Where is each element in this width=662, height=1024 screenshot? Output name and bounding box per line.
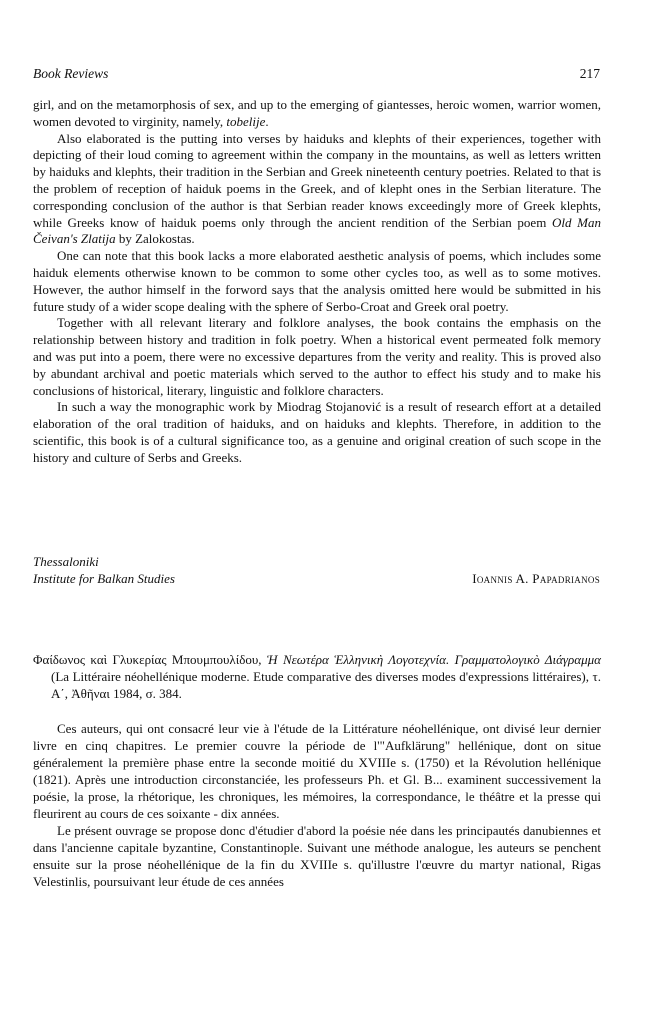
paragraph-1-text: girl, and on the metamorphosis of sex, and up to the emerging of giantesses, heroic women, warrior women, women devoted to virginity, namely, [33, 97, 601, 129]
page-number: 217 [579, 66, 600, 81]
signature-institution: Institute for Balkan Studies [33, 571, 175, 586]
poem-title: Old Man Čeivan's Zlatija [33, 214, 601, 247]
review-2 [33, 651, 601, 890]
citation-title: Ἡ Νεωτέρα Ἑλληνικὴ Λογοτεχνία. Γραμματολογικὸ Διάγραμμα [266, 652, 601, 667]
paragraph-2-end: by Zalokostas. [115, 231, 195, 247]
review-1-body [33, 97, 601, 467]
review-2-paragraph-1: Ces auteurs, qui ont consacré leur vie à l'étude de la Littérature néohellénique, ont divisé leur dernier livre en cinq chapitres. Le premier couvre la période de l'"Aufklärung" hellénique, dont on situe généralement la première phase entre la seconde moitié du XVIIIe s. (1750) et la Révolution hellénique (1821). Après une introduction circonstanciée, les professeurs Ph. et Gl. B... examinent successivement la poésie, la prose, la rhétorique, les chroniques, les mémoires, la correspondance, le théâtre et la presse qui fleurirent au cours de ces soixante - dix années. [33, 721, 601, 821]
paragraph-2-text: Also elaborated is the putting into verses by haiduks and klephts of their experiences, together with depicting of their loud coming to agreement within the company in the mountains, as well as letters written by haiduks and klephts, their tradition in the Serbian and Greek nineteenth century poetries. Related to that is the problem of reception of haiduk poems in the Greek, and of klepht ones in the Serbian literature. The corresponding conclusion of the author is that Serbian reader knows exceedingly more of Greek klephts, while Greeks know of haiduk poems only through the ancient rendition of the Serbian poem [33, 130, 601, 230]
review-2-paragraph-2: Le présent ouvrage se propose donc d'étudier d'abord la poésie née dans les principautés danubiennes et dans l'ancienne capitale byzantine, Constantinople. Suivant une méthode analogue, les auteurs se penchent ensuite sur la prose néohellénique de la fin du XVIIIe s. qu'illustre l'œuvre du martyr national, Rigas Velestinlis, poursuivant leur étude de ces années [33, 823, 601, 889]
paragraph-3: One can note that this book lacks a more elaborated aesthetic analysis of poems, which includes some haiduk elements otherwise known to be common to some other cycles too, as well as to some motives. However, the author himself in the forword says that the analysis omitted here would be submitted in his future study of a wider scope dealing with the sphere of Serbo-Croat and Greek oral poetry. [33, 248, 601, 314]
signature-place: Thessaloniki [33, 554, 99, 569]
paragraph-1 [33, 97, 601, 131]
review-2-body [33, 720, 601, 890]
paragraph-5: In such a way the monographic work by Miodrag Stojanović is a result of research effort at a detailed elaboration of the oral tradition of haiduks, and on haiduks and klephts. Therefore, in addition to the scientific, this book is of a cultural significance too, as a genuine and original creation of such scope in the history and culture of Serbs and Greeks. [33, 399, 601, 465]
section-title: Book Reviews [33, 66, 109, 81]
signature-author: Ioannis A. Papadrianos [472, 571, 600, 586]
paragraph-1-end: . [265, 113, 269, 129]
citation-details: (La Littéraire néohellénique moderne. Etude comparative des diverses modes d'expressions littéraires), τ. Α΄, Ἀθῆναι 1984, σ. 384. [51, 669, 601, 701]
term-tobelije: tobelije [226, 113, 266, 129]
citation-authors: Φαίδωνος καὶ Γλυκερίας Μπουμπουλίδου, [33, 652, 267, 667]
paragraph-2 [33, 131, 601, 249]
reviewer-signature [33, 553, 600, 587]
paragraph-4: Together with all relevant literary and folklore analyses, the book contains the emphasis on the relationship between history and tradition in folk poetry. When a historical event permeated folk memory and was put into a poem, there were no excessive departures from the verity and reality. This is proved also by abundant archival and poetic materials which served to the author to effect his study and to make his conclusions of historical, literary, linguistic and folklore characters. [33, 315, 601, 398]
book-citation [33, 651, 601, 702]
